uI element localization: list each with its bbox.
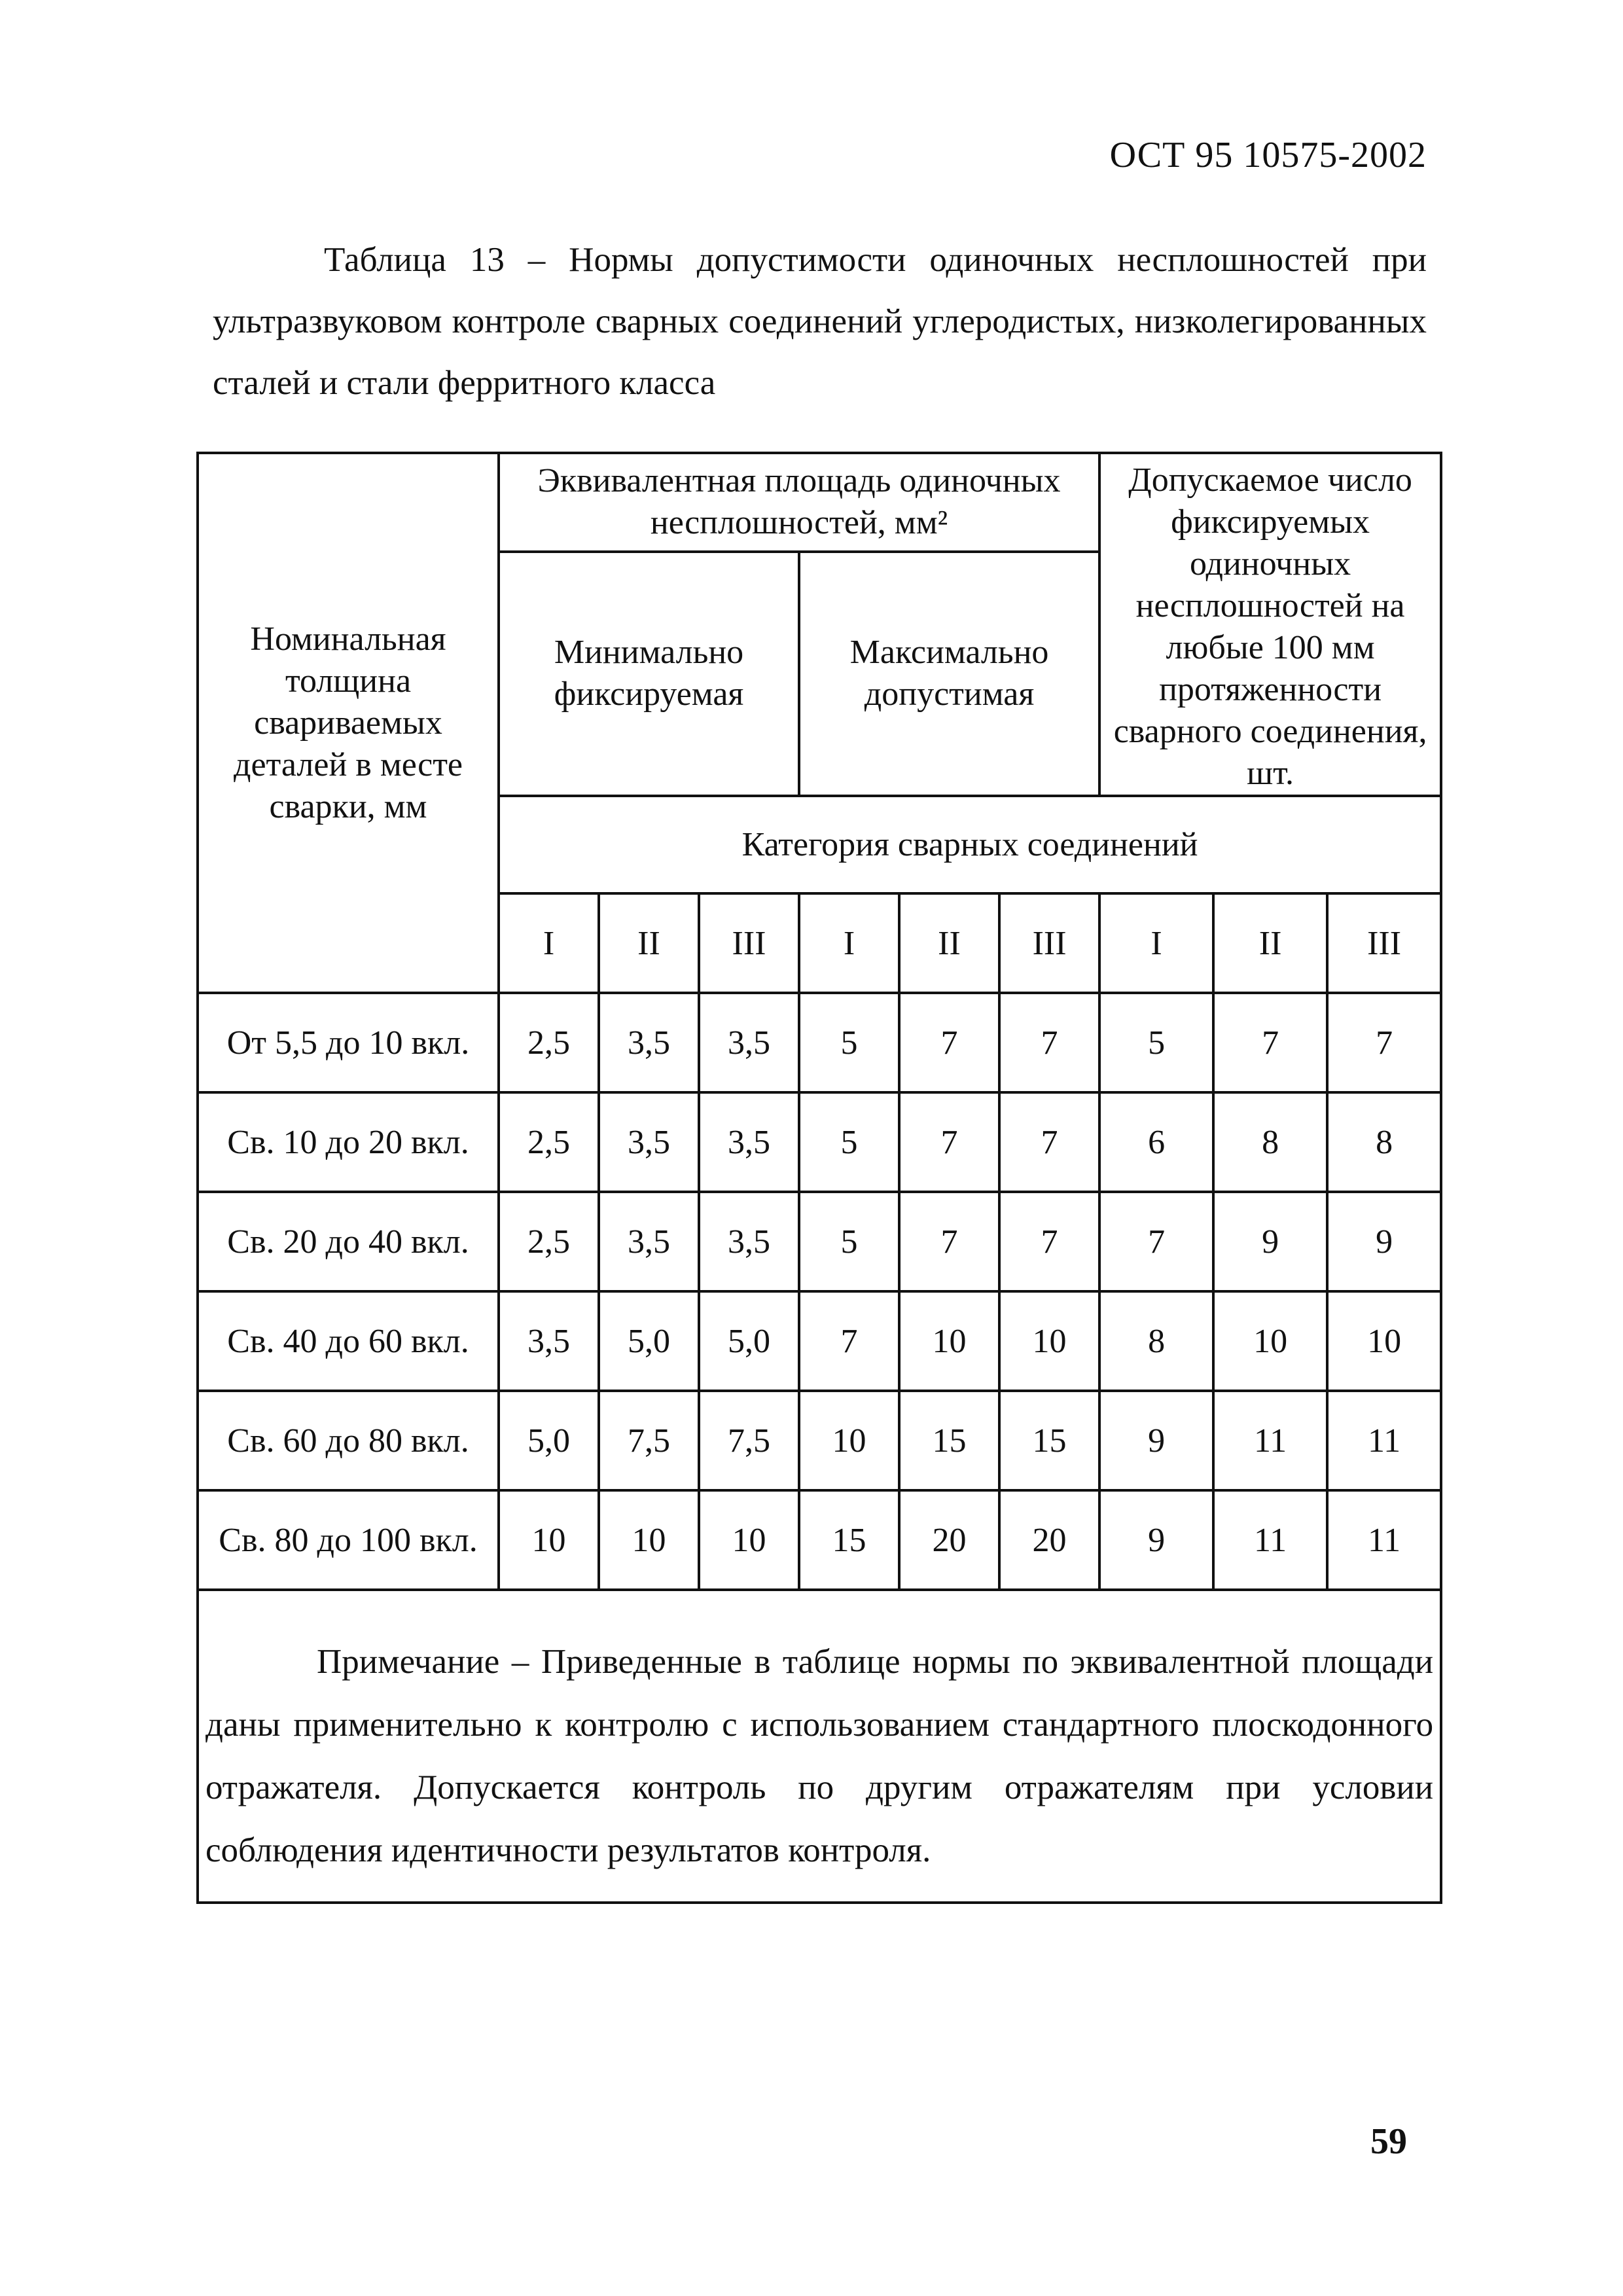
table-row [198,993,1441,1092]
note-row [198,1590,1441,1903]
table-cell: 2,5 [499,1192,599,1291]
table-cell: 20 [899,1490,999,1590]
table-cell: 3,5 [699,1092,799,1192]
norms-table [196,452,1442,1904]
table-note: Примечание – Приведенные в таблице нормы по эквивалентной площади даны применительно к контролю с использованием стандартного плоскодонного отражателя. Допускается контроль по другим отражателям при условии соблюдения идентичности результатов контроля. [198,1590,1441,1903]
table-cell: 7 [999,993,1099,1092]
table-cell: 10 [899,1291,999,1391]
table-row [198,1291,1441,1391]
table-row [198,1490,1441,1590]
category-cell: II [899,893,999,993]
table-cell: 10 [1213,1291,1327,1391]
table-cell: 9 [1099,1490,1213,1590]
table-cell: 8 [1099,1291,1213,1391]
header-weld-category: Категория сварных соединений [499,796,1441,893]
table-cell: 6 [1099,1092,1213,1192]
header-allowed-count: Допускаемое число фиксируемых одиночных несплошностей на любые 100 мм протяженности сварного соединения, шт. [1099,453,1441,796]
table-cell: 2,5 [499,1092,599,1192]
category-cell: I [1099,893,1213,993]
table-cell: 9 [1099,1391,1213,1490]
table-cell: 5,0 [699,1291,799,1391]
table-cell: 3,5 [599,993,699,1092]
table-cell: 10 [799,1391,899,1490]
category-cell: I [499,893,599,993]
table-cell: 15 [999,1391,1099,1490]
header-max-allowed: Максимально допустимая [799,552,1099,796]
table-cell: 15 [799,1490,899,1590]
table-cell: 7 [899,1092,999,1192]
category-cell: III [999,893,1099,993]
table-cell: 9 [1327,1192,1441,1291]
table-cell: 11 [1327,1391,1441,1490]
table-row [198,1391,1441,1490]
table-row [198,1092,1441,1192]
row-thickness-label: Св. 80 до 100 вкл. [198,1490,499,1590]
table-cell: 20 [999,1490,1099,1590]
table-cell: 3,5 [599,1092,699,1192]
table-cell: 11 [1213,1490,1327,1590]
table-cell: 10 [999,1291,1099,1391]
table-cell: 5,0 [499,1391,599,1490]
table-cell: 3,5 [699,1192,799,1291]
table-cell: 5 [799,1092,899,1192]
page-number: 59 [1370,2121,1407,2162]
header-nominal-thickness: Номинальная толщина свариваемых деталей в месте сварки, мм [198,453,499,993]
table-cell: 7 [999,1092,1099,1192]
header-row-1 [198,453,1441,552]
table-cell: 2,5 [499,993,599,1092]
header-equivalent-area: Эквивалентная площадь одиночных несплошностей, мм² [499,453,1099,552]
table-cell: 5 [1099,993,1213,1092]
table-row [198,1192,1441,1291]
category-cell: I [799,893,899,993]
table-cell: 7 [899,1192,999,1291]
category-cell: III [699,893,799,993]
row-thickness-label: Св. 20 до 40 вкл. [198,1192,499,1291]
table-cell: 10 [499,1490,599,1590]
header-min-detectable: Минимально фиксируемая [499,552,799,796]
table-cell: 5 [799,1192,899,1291]
table-caption: Таблица 13 – Нормы допустимости одиночных несплошностей при ультразвуковом контроле сварных соединений углеродистых, низколегированных сталей и стали ферритного класса [213,241,1427,402]
table-cell: 7 [1213,993,1327,1092]
table-cell: 7 [899,993,999,1092]
row-thickness-label: Св. 10 до 20 вкл. [198,1092,499,1192]
table-cell: 15 [899,1391,999,1490]
table-cell: 8 [1327,1092,1441,1192]
norms-table-container [196,452,1440,1904]
table-cell: 7,5 [599,1391,699,1490]
table-cell: 10 [1327,1291,1441,1391]
table-cell: 10 [599,1490,699,1590]
table-cell: 7 [1099,1192,1213,1291]
row-thickness-label: Св. 60 до 80 вкл. [198,1391,499,1490]
row-thickness-label: От 5,5 до 10 вкл. [198,993,499,1092]
table-cell: 9 [1213,1192,1327,1291]
table-cell: 3,5 [699,993,799,1092]
document-code: ОСТ 95 10575-2002 [1109,135,1427,175]
table-cell: 7 [1327,993,1441,1092]
table-cell: 3,5 [499,1291,599,1391]
table-cell: 11 [1213,1391,1327,1490]
table-cell: 5,0 [599,1291,699,1391]
table-cell: 10 [699,1490,799,1590]
table-cell: 5 [799,993,899,1092]
table-cell: 7,5 [699,1391,799,1490]
category-cell: III [1327,893,1441,993]
table-cell: 7 [999,1192,1099,1291]
table-cell: 3,5 [599,1192,699,1291]
table-cell: 8 [1213,1092,1327,1192]
table-cell: 11 [1327,1490,1441,1590]
row-thickness-label: Св. 40 до 60 вкл. [198,1291,499,1391]
category-cell: II [1213,893,1327,993]
category-cell: II [599,893,699,993]
table-cell: 7 [799,1291,899,1391]
